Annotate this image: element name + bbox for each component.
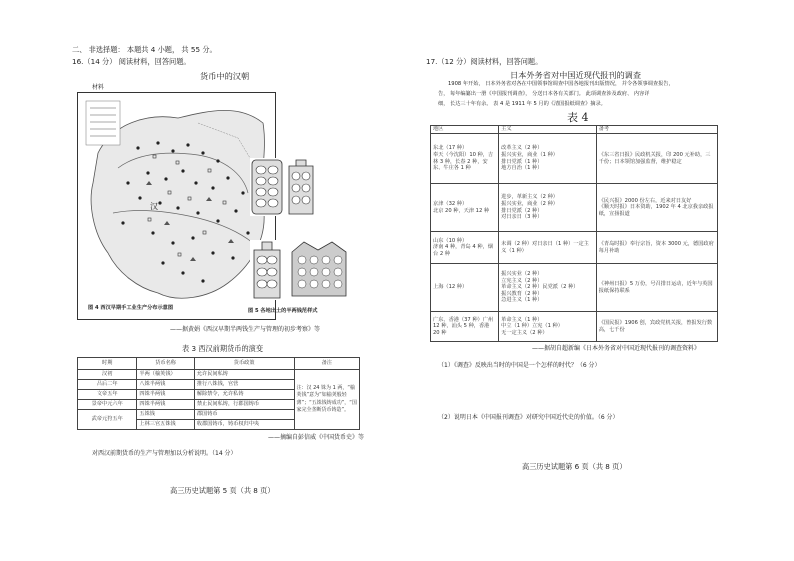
left-footer: 高三历史试题第 5 页（共 8 页） — [170, 486, 275, 495]
table3-cell: 四铢半两钱 — [137, 400, 194, 410]
q17-question-1: （1）《调查》反映出当时的中国是一个怎样的时代？（6 分） — [438, 362, 601, 369]
table3-cell: 允许民间私铸 — [194, 370, 294, 380]
table4-cell: 进步，革新主义（2 种） 振兴实业，商业（2 种） 排日党派（2 种） 对日亲日（3 种） — [499, 184, 597, 232]
table3-cell: 四铢半两钱 — [137, 390, 194, 400]
table4-cell: 《青岛时报》奉行宗旨，资本 3000 元，德国政府每月补助 — [596, 232, 717, 264]
table4-header: 备考 — [596, 126, 717, 134]
q16-title: 货币中的汉朝 — [200, 71, 250, 81]
table4-header: 地区 — [431, 126, 499, 134]
table4-cell: 改革主义（2 种） 振兴实业，商业（1 种） 排日党派（1 种） 地方自治（1 种） — [499, 134, 597, 184]
table3-cell: 半两（榆荚钱） — [137, 370, 194, 380]
table3-cell: 景帝中元六年 — [78, 400, 137, 410]
table3-cell: 五铢钱 — [137, 410, 194, 420]
q17-para2: 告， 每年编纂出一册《中国报刊调查》， 分送日本各有关部门。 此项调查涉及政府、 内容详 — [438, 91, 650, 97]
right-footer: 高三历史试题第 6 页（共 8 页） — [522, 462, 627, 471]
map-han-label: 汉 — [150, 202, 158, 211]
table3-cell: 解除禁令，允许私铸 — [194, 390, 294, 400]
table3-cell: 上林三官五铢钱 — [137, 420, 194, 430]
fig5-caption: 图 5 各地出土的半两钱范样式 — [248, 308, 318, 314]
table4-cell: 《民兴报》2000 份左右，近来对日友好 《顺天时报》日本资助，1902 年 4 北京我亲政报纸，宣扬报道 — [596, 184, 717, 232]
q17-para3: 细， 长达三十年有余。 表 4 是 1911 年 5 月的《清国报纸调查》摘录。 — [438, 101, 606, 107]
table4 — [430, 125, 718, 342]
q16-intro: 16.（14 分） 阅读材料，回答问题。 — [72, 57, 191, 66]
table3-cell: 八铢半两钱 — [137, 380, 194, 390]
table4-cell: 未调（2 种）对日亲日（1 种）一定主义（1 种） — [499, 232, 597, 264]
source2: ——摘编自彭信威《中国货币史》等 — [268, 434, 365, 441]
table4-cell: 振兴实业（2 种） 立宪主义（2 种） 革命主义（2 种）民党派（2 种） 振兴教育（2 种） 急进主义（1 种） — [499, 264, 597, 312]
table3-header: 备注 — [294, 358, 359, 370]
table3-cell: 收郡国铸币，铸币权归中央 — [194, 420, 294, 430]
map-figure — [77, 92, 276, 320]
q17-para1: 1908 年开始， 日本外务省对各在中国领事馆调查中国各地报刊出版情况， 并令各领事调查报告， — [448, 81, 674, 87]
table3-cell: 吕后二年 — [78, 380, 137, 390]
coin-mold-4 — [288, 238, 350, 300]
table4-cell: 东北（17 种） 奉天（今沈阳）10 种，吉林 3 种，长春 2 种，安东、牛庄各 1 种 — [431, 134, 499, 184]
table4-cell: 革命主义（1 种） 中立（1 种）立宪（1 种） 无一定主义（2 种） — [499, 312, 597, 342]
table4-cell: 《东三省日报》民政机关报，印 200 元补助，三千份；日本领馆加强监督，维护稳定 — [596, 134, 717, 184]
table3-cell: 郡国铸币 — [194, 410, 294, 420]
material-label: 材料 — [92, 84, 105, 91]
table3-cell: 武帝元狩五年 — [78, 410, 137, 430]
q17-question-2: （2）说明日本《中国报刊调查》对研究中国近代史的价值。（6 分） — [438, 414, 619, 421]
table3-cell: 推行八铢钱，官营 — [194, 380, 294, 390]
table3-cell: 文帝五年 — [78, 390, 137, 400]
table3-title: 表 3 西汉前期货币的演变 — [182, 344, 264, 353]
table4-cell: 山东（10 种） 济南 4 种，青岛 4 种，烟台 2 种 — [431, 232, 499, 264]
coin-mold-3 — [250, 240, 284, 300]
section-heading: 二、 非选择题： 本题共 4 小题， 共 55 分。 — [72, 45, 217, 54]
source3: ——据胡自超新编《日本外务省对中国近现代报刊的调查资料》 — [532, 345, 701, 352]
table4-title: 表 4 — [567, 111, 589, 124]
table3-header: 货币名称 — [137, 358, 194, 370]
table4-cell: 京津（32 种） 北京 20 种，天津 12 种 — [431, 184, 499, 232]
q17-intro: 17.（12 分）阅读材料，回答问题。 — [426, 57, 543, 66]
fig4-caption: 图 4 西汉早期手工业生产分布示意图 — [88, 305, 174, 311]
table3-header: 货币政策 — [194, 358, 294, 370]
coin-mold-1 — [250, 158, 284, 216]
table4-cell: 上海（12 种） — [431, 264, 499, 312]
q16-task: 对西汉前期货币的生产与管理加以分析说明。（14 分） — [92, 450, 237, 457]
table3-note: 注：汉 24 铢为 1 两，“榆荚钱”意为“如榆荚般轻薄”；“五铢钱铸成功”，“国家完全垄断货币铸造”。 — [294, 370, 359, 430]
source1: ——据黄娟《西汉早期半两钱生产与管理的初步考察》等 — [170, 326, 321, 333]
table4-cell: 《神州日报》5 万份，号召排日运动，近年与英国报纸保持联系 — [596, 264, 717, 312]
coin-mold-2 — [286, 158, 316, 216]
table3 — [77, 357, 360, 430]
table4-cell: 《国民报》1906 创，宾政党机关报，曾报发行数高，七千份 — [596, 312, 717, 342]
q17-title: 日本外务省对中国近现代报刊的调查 — [510, 70, 642, 80]
map-illustration — [78, 93, 275, 319]
table3-cell: 禁止民间私铸，行郡国铸币 — [194, 400, 294, 410]
table4-cell: 广东、香港（37 种）广州 12 种，汕头 5 种，香港 20 种 — [431, 312, 499, 342]
table3-header: 时期 — [78, 358, 137, 370]
table4-header: 主义 — [499, 126, 597, 134]
table3-cell: 汉初 — [78, 370, 137, 380]
